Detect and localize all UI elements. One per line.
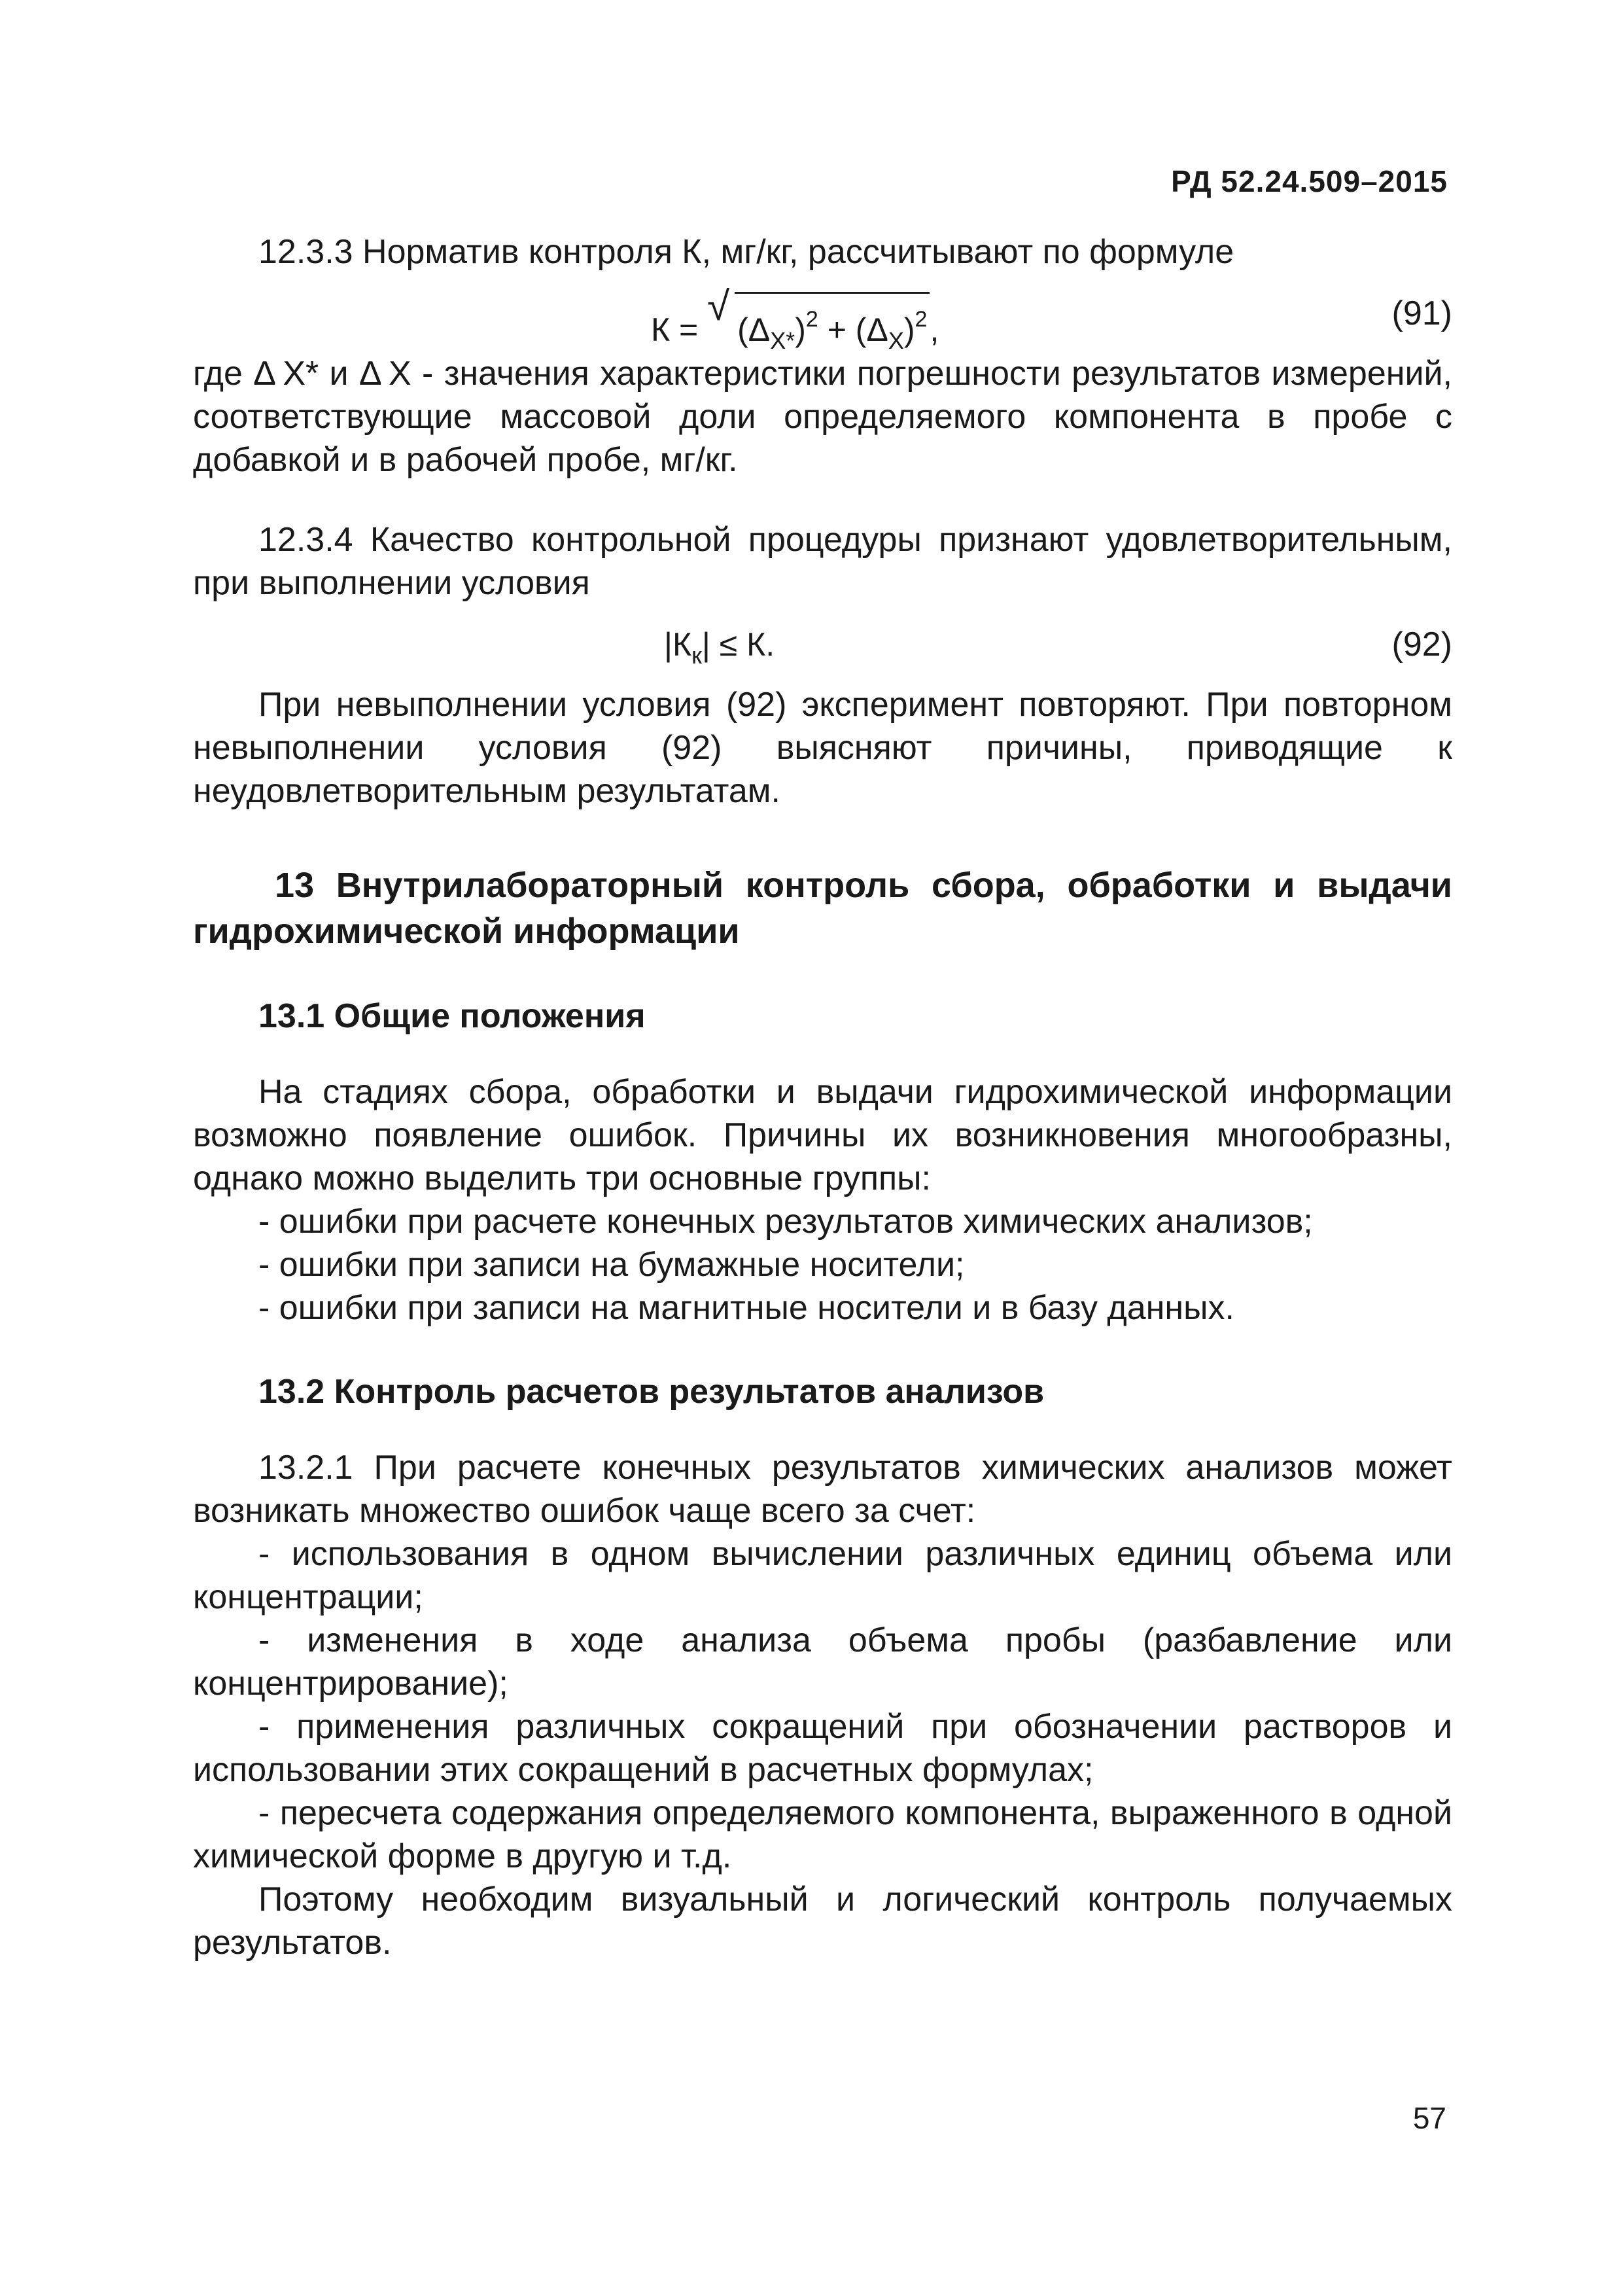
formula-91-trail: , bbox=[930, 311, 939, 348]
document-code: РД 52.24.509–2015 bbox=[1171, 164, 1448, 198]
paragraph-12-3-4: 12.3.4 Качество контрольной процедуры признают удовлетворительным, при выполнении условия bbox=[193, 521, 1452, 602]
list-item: - применения различных сокращений при обозначении растворов и использовании этих сокращений в расчетных формулах; bbox=[193, 1708, 1452, 1789]
delta-x-symbol: Δ bbox=[866, 311, 888, 348]
paragraph-repeat: При невыполнении условия (92) эксперимент повторяют. При повторном невыполнении условия (92) выясняют причины, приводящие к неудовлетворительным результатам. bbox=[193, 686, 1452, 810]
formula-91-row bbox=[193, 274, 1452, 352]
formula-92-number: (92) bbox=[1391, 626, 1452, 663]
sqrt-body: $(\Delta_{X*})^2 + (\Delta_X)^2$ bbox=[735, 292, 930, 362]
formula-91 bbox=[651, 284, 939, 362]
formula-91-lhs: К = bbox=[651, 311, 699, 348]
exponent-2: 2 bbox=[915, 307, 928, 332]
section-13-1-title: 13.1 Общие положения bbox=[258, 997, 646, 1035]
formula-91-number: (91) bbox=[1391, 294, 1452, 332]
formula-92-row bbox=[193, 605, 1452, 683]
list-item: - использования в одном вычислении различных единиц объема или концентрации; bbox=[193, 1535, 1452, 1616]
plus-sign: + bbox=[827, 311, 846, 348]
exponent-1: 2 bbox=[805, 307, 818, 332]
paragraph-13-2-1: 13.2.1 При расчете конечных результатов химических анализов может возникать множество ошибок чаще всего за счет: bbox=[193, 1449, 1452, 1530]
list-item: - ошибки при записи на бумажные носители; bbox=[258, 1246, 965, 1284]
paragraph-where: где Δ X* и Δ X - значения характеристики погрешности результатов измерений, соответствующие массовой доли определяемого компонента в пробе с добавкой и в рабочей пробе, мг/кг. bbox=[193, 355, 1452, 479]
page-content bbox=[193, 230, 1452, 1964]
list-item: - ошибки при записи на магнитные носители и в базу данных. bbox=[258, 1289, 1234, 1327]
list-item: - пересчета содержания определяемого компонента, выраженного в одной химической форме в другую и т.д. bbox=[193, 1794, 1452, 1875]
paragraph-conclusion: Поэтому необходим визуальный и логический контроль получаемых результатов. bbox=[193, 1881, 1452, 1962]
delta-x-star-symbol: Δ bbox=[748, 311, 771, 348]
delta-x-subscript: X bbox=[888, 327, 904, 354]
section-13-2-title: 13.2 Контроль расчетов результатов анализов bbox=[258, 1373, 1045, 1411]
formula-92-subscript: к bbox=[691, 642, 702, 669]
paragraph-12-3-3: 12.3.3 Норматив контроля К, мг/кг, рассчитывают по формуле bbox=[258, 233, 1234, 271]
list-item: - изменения в ходе анализа объема пробы (разбавление или концентрирование); bbox=[193, 1621, 1452, 1703]
formula-92-rhs: | ≤ К. bbox=[701, 626, 775, 663]
formula-92-lhs: |К bbox=[664, 626, 692, 663]
list-item: - ошибки при расчете конечных результатов химических анализов; bbox=[258, 1203, 1313, 1241]
page-number: 57 bbox=[1412, 2101, 1446, 2135]
paragraph-13-1: На стадиях сбора, обработки и выдачи гидрохимической информации возможно появление ошибок. Причины их возникновения многообразны, однако можно выделить три основные группы: bbox=[193, 1073, 1452, 1197]
sqrt-symbol: √ $(\Delta_{X*})^2 + (\Delta_X)^2$ bbox=[707, 292, 930, 362]
delta-x-star-subscript: X* bbox=[770, 327, 795, 354]
section-13-title: 13 Внутрилабораторный контроль сбора, обработки и выдачи гидрохимической информации bbox=[193, 866, 1452, 951]
formula-92 bbox=[664, 623, 775, 677]
